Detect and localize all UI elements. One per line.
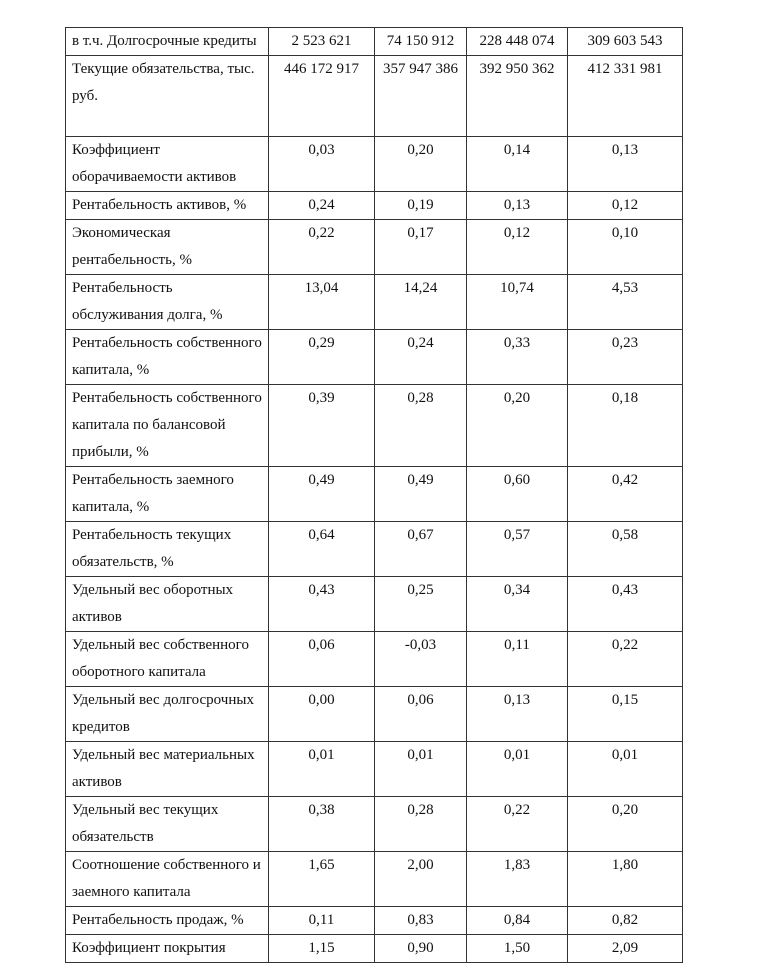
- row-label: Соотношение собственного и заемного капитала: [66, 852, 269, 907]
- table-row: [66, 687, 683, 742]
- value-cell: 13,04: [269, 275, 375, 330]
- row-label: Коэффициент оборачиваемости активов: [66, 137, 269, 192]
- value-cell: 309 603 543: [568, 28, 683, 56]
- row-label: в т.ч. Долгосрочные кредиты: [66, 28, 269, 56]
- value-cell: 0,39: [269, 385, 375, 467]
- value-cell: 0,22: [467, 797, 568, 852]
- value-cell: 0,20: [568, 797, 683, 852]
- financial-ratios-table: [65, 27, 683, 963]
- table-row: [66, 522, 683, 577]
- value-cell: 0,90: [375, 935, 467, 963]
- value-cell: 0,22: [269, 220, 375, 275]
- value-cell: 0,18: [568, 385, 683, 467]
- value-cell: 0,28: [375, 385, 467, 467]
- table-row: [66, 137, 683, 192]
- row-label: Рентабельность активов, %: [66, 192, 269, 220]
- value-cell: 228 448 074: [467, 28, 568, 56]
- table-row: [66, 28, 683, 56]
- value-cell: 0,14: [467, 137, 568, 192]
- value-cell: 0,06: [269, 632, 375, 687]
- value-cell: 0,12: [568, 192, 683, 220]
- value-cell: 446 172 917: [269, 56, 375, 137]
- row-label: Удельный вес оборотных активов: [66, 577, 269, 632]
- value-cell: 10,74: [467, 275, 568, 330]
- value-cell: 0,28: [375, 797, 467, 852]
- value-cell: 14,24: [375, 275, 467, 330]
- value-cell: 357 947 386: [375, 56, 467, 137]
- table-row: [66, 275, 683, 330]
- value-cell: 0,10: [568, 220, 683, 275]
- value-cell: -0,03: [375, 632, 467, 687]
- value-cell: 0,12: [467, 220, 568, 275]
- row-label: Удельный вес текущих обязательств: [66, 797, 269, 852]
- value-cell: 0,22: [568, 632, 683, 687]
- value-cell: 0,49: [375, 467, 467, 522]
- value-cell: 0,00: [269, 687, 375, 742]
- value-cell: 0,03: [269, 137, 375, 192]
- value-cell: 2,09: [568, 935, 683, 963]
- value-cell: 0,13: [568, 137, 683, 192]
- value-cell: 0,20: [375, 137, 467, 192]
- value-cell: 2 523 621: [269, 28, 375, 56]
- value-cell: 0,58: [568, 522, 683, 577]
- value-cell: 0,24: [375, 330, 467, 385]
- value-cell: 0,23: [568, 330, 683, 385]
- table-row: [66, 935, 683, 963]
- value-cell: 1,80: [568, 852, 683, 907]
- row-label: Рентабельность обслуживания долга, %: [66, 275, 269, 330]
- value-cell: 0,42: [568, 467, 683, 522]
- value-cell: 0,19: [375, 192, 467, 220]
- value-cell: 0,06: [375, 687, 467, 742]
- value-cell: 0,29: [269, 330, 375, 385]
- value-cell: 0,57: [467, 522, 568, 577]
- value-cell: 0,24: [269, 192, 375, 220]
- value-cell: 0,01: [467, 742, 568, 797]
- value-cell: 74 150 912: [375, 28, 467, 56]
- table-row: [66, 577, 683, 632]
- value-cell: 2,00: [375, 852, 467, 907]
- row-label: Рентабельность собственного капитала, %: [66, 330, 269, 385]
- row-label: Текущие обязательства, тыс. руб.: [66, 56, 269, 137]
- row-label: Экономическая рентабельность, %: [66, 220, 269, 275]
- value-cell: 0,15: [568, 687, 683, 742]
- value-cell: 0,33: [467, 330, 568, 385]
- value-cell: 1,65: [269, 852, 375, 907]
- value-cell: 0,67: [375, 522, 467, 577]
- value-cell: 412 331 981: [568, 56, 683, 137]
- table-row: [66, 907, 683, 935]
- value-cell: 0,34: [467, 577, 568, 632]
- row-label: Рентабельность текущих обязательств, %: [66, 522, 269, 577]
- table-row: [66, 742, 683, 797]
- row-label: Коэффициент покрытия: [66, 935, 269, 963]
- row-label: Рентабельность собственного капитала по балансовой прибыли, %: [66, 385, 269, 467]
- value-cell: 0,38: [269, 797, 375, 852]
- value-cell: 1,83: [467, 852, 568, 907]
- value-cell: 0,60: [467, 467, 568, 522]
- value-cell: 0,43: [269, 577, 375, 632]
- value-cell: 0,20: [467, 385, 568, 467]
- value-cell: 0,64: [269, 522, 375, 577]
- row-label: Рентабельность продаж, %: [66, 907, 269, 935]
- value-cell: 0,49: [269, 467, 375, 522]
- row-label: Рентабельность заемного капитала, %: [66, 467, 269, 522]
- table-row: [66, 385, 683, 467]
- value-cell: 392 950 362: [467, 56, 568, 137]
- value-cell: 0,13: [467, 192, 568, 220]
- value-cell: 0,83: [375, 907, 467, 935]
- value-cell: 0,25: [375, 577, 467, 632]
- table-row: [66, 632, 683, 687]
- value-cell: 0,01: [568, 742, 683, 797]
- value-cell: 0,82: [568, 907, 683, 935]
- value-cell: 0,17: [375, 220, 467, 275]
- value-cell: 0,01: [269, 742, 375, 797]
- value-cell: 1,50: [467, 935, 568, 963]
- value-cell: 0,43: [568, 577, 683, 632]
- table-row: [66, 56, 683, 137]
- table-row: [66, 852, 683, 907]
- row-label: Удельный вес долгосрочных кредитов: [66, 687, 269, 742]
- value-cell: 0,11: [467, 632, 568, 687]
- value-cell: 0,13: [467, 687, 568, 742]
- table-row: [66, 797, 683, 852]
- table-row: [66, 220, 683, 275]
- row-label: Удельный вес собственного оборотного капитала: [66, 632, 269, 687]
- value-cell: 1,15: [269, 935, 375, 963]
- value-cell: 4,53: [568, 275, 683, 330]
- value-cell: 0,01: [375, 742, 467, 797]
- value-cell: 0,84: [467, 907, 568, 935]
- table-row: [66, 467, 683, 522]
- value-cell: 0,11: [269, 907, 375, 935]
- table-row: [66, 330, 683, 385]
- row-label: Удельный вес материальных активов: [66, 742, 269, 797]
- table-row: [66, 192, 683, 220]
